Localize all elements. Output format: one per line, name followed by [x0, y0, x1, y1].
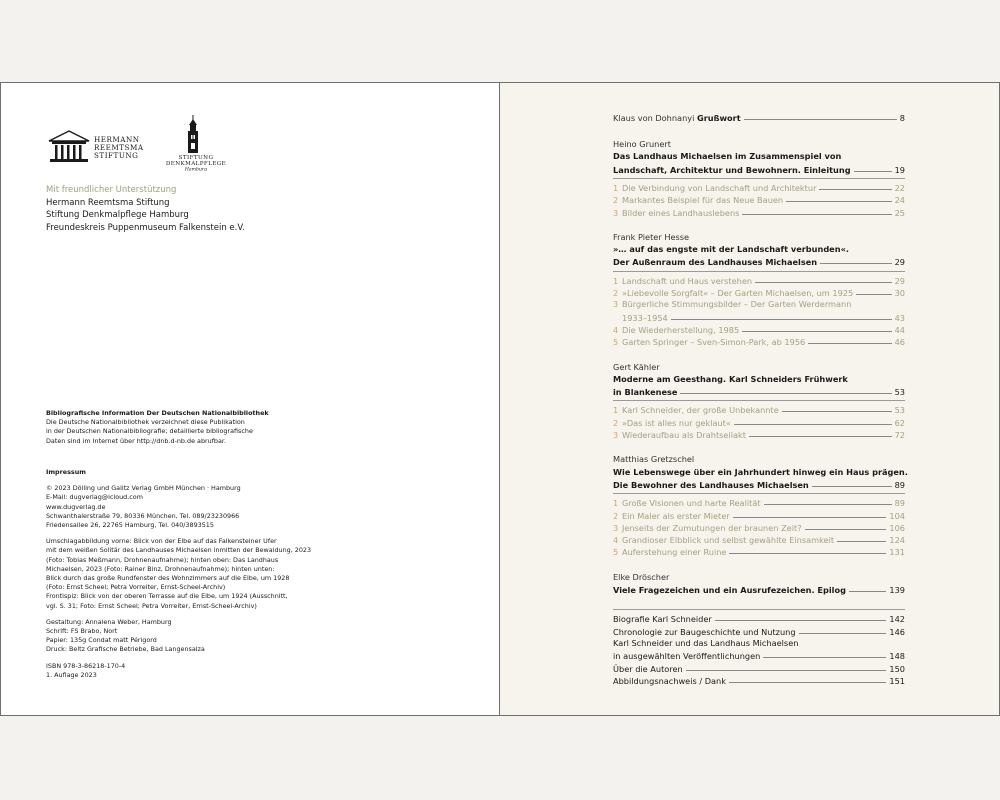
- page-number: 53: [894, 405, 905, 416]
- leader-line: [715, 620, 887, 621]
- leader-line: [680, 393, 891, 394]
- subsection-text: Jenseits der Zumutungen der braunen Zeit?: [622, 522, 802, 533]
- section-title-row: [613, 584, 905, 595]
- page-number: 142: [889, 614, 905, 625]
- production-line: Schrift: FS Brabo, Nort: [46, 627, 118, 636]
- cover-credit-line: mit dem weißen Solitär des Landhauses Michaelsen inmitten der Bewaldung, 2023: [46, 546, 312, 555]
- leader-line: [671, 319, 892, 320]
- svg-text:REEMTSMA: REEMTSMA: [94, 143, 144, 152]
- production-line: Druck: Beltz Grafische Betriebe, Bad Langensalza: [46, 645, 205, 654]
- subsection-number: 2: [613, 510, 619, 521]
- subsection-text: Große Visionen und harte Realität: [622, 498, 761, 509]
- section-title-line: »… auf das engste mit der Landschaft verbunden«.: [613, 244, 849, 255]
- subsection-number: 3: [613, 522, 619, 533]
- page-number: 89: [894, 498, 905, 509]
- biblio-line: Die Deutsche Nationalbibliothek verzeichnet diese Publikation: [46, 418, 245, 427]
- subsection-entry: [613, 498, 761, 508]
- leader-line: [856, 294, 891, 295]
- subsection-number: 1: [613, 275, 619, 286]
- subsection-row: [613, 429, 905, 440]
- publisher-line: Schwanthalerstraße 79, 80336 München, Tel. 089/23230966: [46, 511, 240, 520]
- page-number: 29: [894, 257, 905, 268]
- appendix-title: Über die Autoren: [613, 663, 683, 674]
- section-divider: [613, 271, 905, 272]
- leader-line: [849, 591, 886, 592]
- page-number: 139: [889, 585, 905, 595]
- subsection-row: [613, 299, 851, 309]
- subsection-text: »Liebevolle Sorgfalt« – Der Garten Michaelsen, um 1925: [622, 288, 854, 298]
- page-number: 104: [889, 510, 905, 521]
- subsection-row: [613, 510, 905, 521]
- subsection-text: Ein Maler als erster Mieter: [622, 510, 730, 521]
- support-label: Mit freundlicher Unterstützung: [46, 185, 177, 195]
- section-title-row: [613, 164, 905, 175]
- appendix-entry: [613, 613, 905, 624]
- subsection-entry: [613, 276, 752, 286]
- leader-line: [744, 119, 897, 120]
- leader-line: [742, 331, 891, 332]
- appendix-title: Chronologie zur Baugeschichte und Nutzung: [613, 626, 796, 637]
- subsection-entry: [613, 183, 816, 193]
- section-title: Die Bewohner des Landhauses Michaelsen: [613, 479, 809, 490]
- svg-text:STIFTUNG: STIFTUNG: [178, 155, 214, 161]
- subsection-entry: [613, 547, 726, 557]
- production-line: Papier: 135g Condat matt Périgord: [46, 636, 157, 645]
- subsection-text: Wiederaufbau als Drahtseilakt: [622, 430, 746, 440]
- subsection-entry: [613, 430, 746, 440]
- toc-entry-intro: [613, 112, 905, 123]
- leader-line: [764, 504, 892, 505]
- leader-line: [805, 529, 887, 530]
- subsection-row: [613, 287, 905, 298]
- publisher-email: E-Mail: dugverlag@icloud.com: [46, 493, 143, 502]
- section-title-row: [613, 256, 905, 267]
- page-number: 124: [889, 535, 905, 546]
- section-author: Heino Grunert: [613, 139, 671, 149]
- leader-line: [734, 424, 892, 425]
- page-number: 19: [894, 164, 905, 175]
- leader-line: [755, 282, 892, 283]
- subsection-text: »Das ist alles nur geklaut«: [622, 417, 731, 428]
- table-of-contents-page: [499, 82, 1000, 716]
- subsection-row: [613, 324, 905, 335]
- section-divider: [613, 493, 905, 494]
- page-number: 44: [894, 324, 905, 335]
- subsection-number: 5: [613, 337, 619, 348]
- page-number: 43: [894, 312, 905, 323]
- subsection-entry: [613, 405, 779, 415]
- subsection-number: 3: [613, 299, 619, 310]
- subsection-number: 4: [613, 324, 619, 335]
- section-title-line: Moderne am Geesthang. Karl Schneiders Frühwerk: [613, 373, 848, 384]
- cover-credit-line: (Foto: Tobias Meßmann, Drohnenaufnahme); hinten oben: Das Landhaus: [46, 555, 279, 564]
- subsection-number: 4: [613, 535, 619, 546]
- page-number: 29: [894, 275, 905, 286]
- leader-line: [799, 633, 887, 634]
- supporter-name: Hermann Reemtsma Stiftung: [46, 197, 170, 208]
- page-number: 72: [894, 430, 905, 440]
- cover-credit-line: Umschlagabbildung vorne: Blick von der Elbe auf das Falkensteiner Ufer: [46, 537, 277, 546]
- biblio-line: in der Deutschen Nationalbibliografie; detaillierte bibliografische: [46, 427, 253, 436]
- page-number: 148: [889, 651, 905, 662]
- svg-text:Hamburg: Hamburg: [184, 167, 208, 171]
- subsection-text: Die Wiederherstellung, 1985: [622, 324, 740, 335]
- appendix-entry: [613, 626, 905, 637]
- subsection-row: [613, 404, 905, 415]
- publisher-website: www.dugverlag.de: [46, 502, 106, 511]
- leader-line: [782, 411, 892, 412]
- svg-text:STIFTUNG: STIFTUNG: [94, 151, 139, 160]
- subsection-entry: [613, 288, 853, 298]
- subsection-text: Markantes Beispiel für das Neue Bauen: [622, 195, 784, 206]
- subsection-text: Grandioser Elbblick und selbst gewählte Einsamkeit: [622, 535, 835, 546]
- appendix-entry: [613, 650, 905, 661]
- page-number: 25: [894, 207, 905, 218]
- book-spread: [0, 82, 1000, 718]
- subsection-number: 3: [613, 207, 619, 218]
- section-title: Landschaft, Architektur und Bewohnern. Einleitung: [613, 164, 851, 175]
- imprint-page: [0, 82, 500, 716]
- subsection-entry: [613, 208, 739, 218]
- section-divider: [613, 400, 905, 401]
- leader-line: [742, 214, 891, 215]
- leader-line: [854, 171, 892, 172]
- section-title: Der Außenraum des Landhauses Michaelsen: [613, 257, 818, 268]
- subsection-row: [613, 336, 905, 347]
- subsection-entry: [613, 325, 739, 335]
- cover-credit-line: (Foto: Ernst Scheel; Petra Vorreiter, Ernst-Scheel-Archiv): [46, 583, 226, 592]
- leader-line: [686, 670, 887, 671]
- entry-heading: [613, 113, 741, 123]
- leader-line: [808, 343, 891, 344]
- svg-text:HERMANN: HERMANN: [94, 135, 140, 144]
- section-author: Matthias Gretzschel: [613, 454, 695, 465]
- stiftung-denkmalpflege-logo: [165, 115, 227, 171]
- subsection-text: Bilder eines Landhauslebens: [622, 207, 740, 218]
- section-divider: [613, 178, 905, 179]
- page-number: 150: [889, 663, 905, 674]
- leader-line: [820, 263, 891, 264]
- leader-line: [837, 541, 886, 542]
- leader-line: [729, 682, 886, 683]
- subsection-row: [613, 194, 905, 205]
- appendix-entry-line: Karl Schneider und das Landhaus Michaelsen: [613, 637, 799, 648]
- subsection-row: [613, 546, 905, 557]
- page-number: 22: [894, 182, 905, 193]
- publisher-line: Friedensallee 26, 22765 Hamburg, Tel. 040/3893515: [46, 521, 214, 530]
- leader-line: [819, 189, 891, 190]
- page-number: 89: [894, 479, 905, 490]
- subsection-number: 2: [613, 288, 619, 298]
- subsection-number: 3: [613, 430, 619, 440]
- appendix-title: Biografie Karl Schneider: [613, 614, 712, 625]
- page-number: 30: [894, 288, 905, 298]
- subsection-row-continued: [613, 312, 905, 323]
- subsection-entry: [613, 511, 730, 521]
- section-author: Elke Dröscher: [613, 571, 670, 582]
- isbn-line: ISBN 978-3-86218-170-4: [46, 661, 126, 670]
- supporter-name: Freundeskreis Puppenmuseum Falkenstein e.V.: [46, 222, 245, 233]
- section-title-row: [613, 479, 905, 490]
- page-number: 106: [889, 522, 905, 533]
- section-title-line: Wie Lebenswege über ein Jahrhundert hinweg ein Haus prägen.: [613, 466, 908, 477]
- appendix-entry: [613, 663, 905, 674]
- svg-text:DENKMALPFLEGE: DENKMALPFLEGE: [165, 161, 227, 167]
- subsection-entry: [613, 418, 731, 428]
- appendix-entry: [613, 675, 905, 686]
- leader-line: [749, 436, 892, 437]
- leader-line: [812, 486, 892, 487]
- page-number: 146: [889, 626, 905, 637]
- biblio-heading: Bibliografische Information Der Deutschen Nationalbibliothek: [46, 409, 269, 417]
- page-number: 8: [899, 113, 905, 123]
- subsection-text-continued: 1933–1954: [622, 312, 668, 323]
- subsection-text: Garten Springer – Sven-Simon-Park, ab 1956: [622, 337, 806, 348]
- subsection-row: [613, 275, 905, 286]
- subsection-text: Landschaft und Haus verstehen: [622, 275, 753, 286]
- bibliographic-info: [46, 409, 269, 446]
- subsection-text: Die Verbindung von Landschaft und Architektur: [622, 182, 817, 193]
- entry-author: Klaus von Dohnanyi: [613, 113, 697, 123]
- page-number: 53: [894, 387, 905, 398]
- subsection-text: Auferstehung einer Ruine: [622, 547, 727, 558]
- edition-line: 1. Auflage 2023: [46, 670, 97, 679]
- subsection-text: Bürgerliche Stimmungsbilder – Der Garten Werdermann: [622, 299, 852, 310]
- appendix-divider: [613, 609, 905, 610]
- support-block: [46, 184, 245, 234]
- subsection-entry: [613, 337, 805, 347]
- subsection-entry: [613, 535, 834, 545]
- page-number: 24: [894, 195, 905, 206]
- appendix-title: in ausgewählten Veröffentlichungen: [613, 651, 761, 662]
- subsection-row: [613, 522, 905, 533]
- leader-line: [786, 201, 891, 202]
- subsection-row: [613, 417, 905, 428]
- subsection-number: 2: [613, 195, 619, 206]
- supporter-name: Stiftung Denkmalpflege Hamburg: [46, 210, 189, 220]
- entry-title: Grußwort: [697, 113, 741, 123]
- subsection-row: [613, 497, 905, 508]
- impressum-block: [46, 468, 311, 680]
- subsection-text: Karl Schneider, der große Unbekannte: [622, 405, 779, 416]
- subsection-entry: [613, 523, 802, 533]
- production-line: Gestaltung: Annalena Weber, Hamburg: [46, 617, 172, 626]
- cover-credit-line: Michaelsen, 2023 (Foto: Rainer Binz, Drohnenaufnahme); hinten unten:: [46, 564, 275, 573]
- section-title-line: Das Landhaus Michaelsen im Zusammenspiel von: [613, 151, 842, 162]
- publisher-line: © 2023 Dölling und Galitz Verlag GmbH München · Hamburg: [46, 484, 241, 493]
- leader-line: [729, 553, 886, 554]
- cover-credit-line: Frontispiz: Blick von der oberen Terrasse auf die Elbe, um 1924 (Ausschnitt,: [46, 592, 288, 601]
- subsection-number: 1: [613, 498, 619, 509]
- subsection-number: 5: [613, 547, 619, 558]
- section-title-row: [613, 386, 905, 397]
- subsection-row: [613, 534, 905, 545]
- page-number: 151: [889, 675, 905, 686]
- subsection-number: 1: [613, 182, 619, 193]
- cover-credit-line: Blick durch das große Rundfenster des Wohnzimmers auf die Elbe, um 1928: [46, 574, 290, 583]
- subsection-row: [613, 182, 905, 193]
- cover-credit-line: vgl. S. 31; Foto: Ernst Scheel; Petra Vorreiter, Ernst-Scheel-Archiv): [46, 601, 257, 610]
- leader-line: [733, 517, 887, 518]
- page-number: 46: [894, 337, 905, 348]
- page-number: 62: [894, 417, 905, 428]
- section-author: Frank Pieter Hesse: [613, 231, 690, 242]
- biblio-line: Daten sind im Internet über http://dnb.d-nb.de abrufbar.: [46, 436, 226, 445]
- subsection-text: [613, 313, 668, 323]
- leader-line: [763, 657, 886, 658]
- section-author: Gert Kähler: [613, 361, 660, 372]
- subsection-entry: [613, 195, 783, 205]
- subsection-number: 2: [613, 417, 619, 428]
- section-title: Viele Fragezeichen und ein Ausrufezeichen. Epilog: [613, 585, 846, 595]
- subsection-number: 1: [613, 405, 619, 416]
- section-title: in Blankenese: [613, 387, 678, 398]
- page-number: 131: [889, 547, 905, 558]
- subsection-row: [613, 207, 905, 218]
- hermann-reemtsma-stiftung-logo: [47, 127, 147, 165]
- appendix-title: Abbildungsnachweis / Dank: [613, 675, 726, 686]
- impressum-heading: Impressum: [46, 468, 86, 476]
